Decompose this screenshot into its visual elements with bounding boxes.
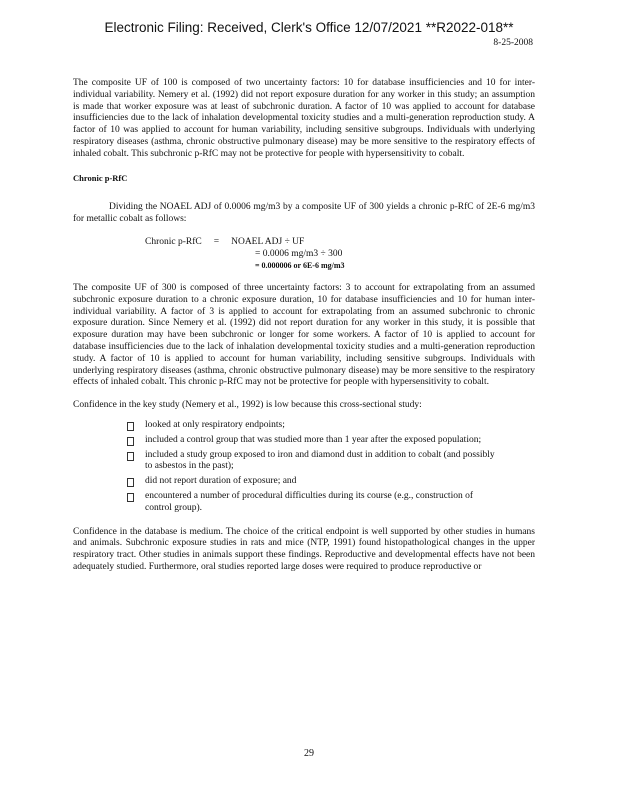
bullet-box-icon (127, 493, 134, 502)
bullet-box-icon (127, 437, 134, 446)
bullet-box-icon (127, 452, 134, 461)
list-item: included a control group that was studied more than 1 year after the exposed population; (127, 435, 497, 447)
paragraph-confidence-key-study: Confidence in the key study (Nemery et al., 1992) is low because this cross-sectional study: (73, 400, 422, 411)
formula-label: Chronic p-RfC (145, 236, 202, 247)
formula-equals: = (213, 236, 220, 247)
formula-noael: NOAEL ADJ ÷ UF (231, 236, 305, 247)
bullet-box-icon (127, 422, 134, 431)
document-date: 8-25-2008 (493, 38, 533, 48)
formula-step-2: = 0.0006 mg/m3 ÷ 300 (255, 248, 343, 259)
bullet-box-icon (127, 478, 134, 487)
paragraph-chronic-uf: The composite UF of 300 is composed of three uncertainty factors: 3 to account for extrapolating from an assumed subchronic exposure duration to a chronic exposure duration, 10 for database insufficiencies and 10 for human inter-individual variability. A factor of 3 is applied to account for extrapolating from an assumed subchronic to chronic exposure duration. Since Nemery et al. (1992) did not report duration for any worker in this study, it is possible that exposure duration may have been subchronic or longer for some workers. A factor of 10 is applied to account for database insufficiencies due to the lack of inhalation developmental toxicity studies and a multi-generation reproduction study. A factor of 10 is applied to account for human variability, including sensitive subgroups. Individuals with underlying respiratory diseases (asthma, chronic obstructive pulmonary disease) may be more sensitive to the respiratory effects of inhaled cobalt. This chronic p-RfC may not be protective for people with hypersensitivity to cobalt. (73, 282, 535, 388)
list-item: included a study group exposed to iron and diamond dust in addition to cobalt (and possibly to asbestos in the past); (127, 450, 497, 474)
paragraph-subchronic-uf: The composite UF of 100 is composed of two uncertainty factors: 10 for database insufficiencies and 10 for inter-individual variability. Nemery et al. (1992) did not report exposure duration for any worker in this study; an assumption is made that worker exposure was at least of subchronic duration. A factor of 10 was applied to account for database insufficiencies due to the lack of inhalation developmental toxicity studies and a multi-generation reproduction study. A factor of 10 was applied to account for human variability, including sensitive subgroups. Individuals with underlying respiratory diseases (asthma, chronic obstructive pulmonary disease) may be more sensitive to the respiratory effects of inhaled cobalt. This subchronic p-RfC may not be protective for people with hypersensitivity to cobalt. (73, 78, 535, 159)
list-item: encountered a number of procedural difficulties during its course (e.g., construction of control group). (127, 491, 497, 515)
list-item: did not report duration of exposure; and (127, 476, 497, 488)
list-item: looked at only respiratory endpoints; (127, 420, 497, 432)
section-heading-chronic: Chronic p-RfC (73, 172, 128, 183)
limitations-list (127, 420, 497, 515)
filing-stamp: Electronic Filing: Received, Clerk's Office 12/07/2021 **R2022-018** (104, 20, 514, 35)
formula-block (145, 236, 405, 272)
paragraph-confidence-database: Confidence in the database is medium. The choice of the critical endpoint is well supported by other studies in humans and animals. Subchronic exposure studies in rats and mice (NTP, 1991) found histopathological changes in the upper respiratory tract. Other studies in animals support these findings. Reproductive and developmental effects have not been adequately studied. Furthermore, oral studies reported large doses were required to produce reproductive or (73, 526, 535, 572)
formula-result: = 0.000006 or 6E-6 mg/m3 (255, 260, 345, 270)
document-body (73, 78, 535, 574)
paragraph-dividing: Dividing the NOAEL ADJ of 0.0006 mg/m3 by a composite UF of 300 yields a chronic p-RfC of 2E-6 mg/m3 for metallic cobalt as follows: (73, 202, 535, 225)
page-number: 29 (304, 748, 314, 759)
